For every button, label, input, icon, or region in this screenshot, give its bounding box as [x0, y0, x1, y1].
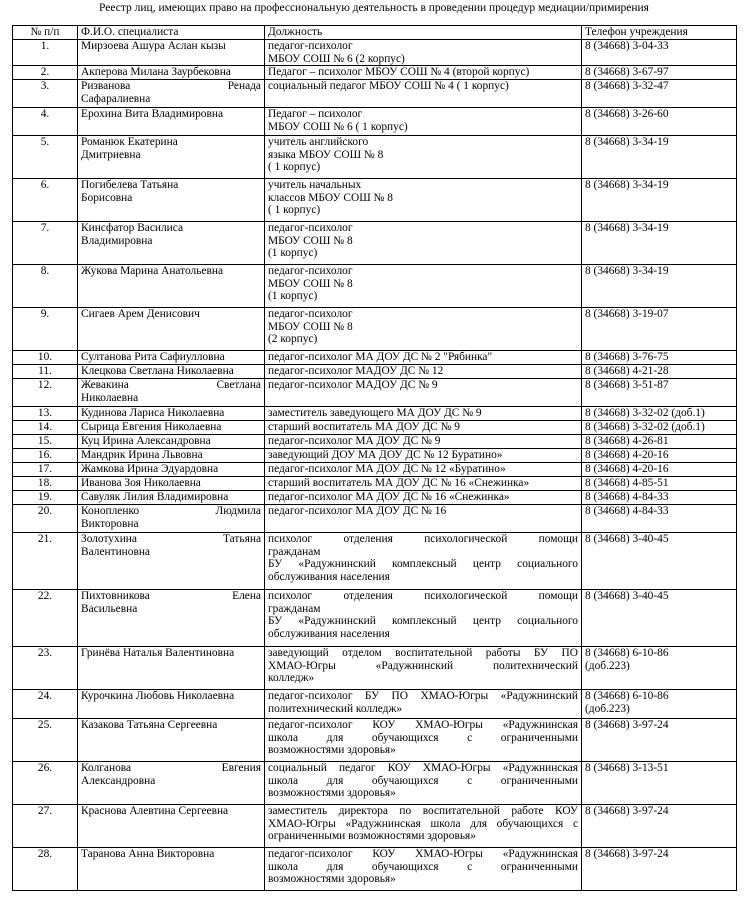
position-line: МБОУ СОШ № 6 ( 1 корпус): [268, 120, 408, 133]
row-number: 11.: [13, 365, 78, 379]
phone-line: 8 (34668) 6-10-86: [585, 647, 669, 660]
specialist-position: [265, 690, 582, 719]
name-line: Сырица Евгения Николаевна: [81, 421, 222, 434]
row-number: 2.: [13, 66, 78, 80]
position-line: педагог-психолог МАДОУ ДС № 12: [268, 365, 444, 378]
name-line: Сафаралиевна: [81, 92, 151, 105]
name-line: Жевакина Светлана: [81, 379, 261, 392]
phone-line: 8 (34668) 4-85-51: [585, 477, 669, 490]
specialist-position: [265, 66, 582, 80]
table-row: [13, 533, 737, 590]
name-line: Колганова Евгения: [81, 762, 261, 775]
phone-line: 8 (34668) 3-32-02 (доб.1): [585, 421, 705, 434]
table-row: [13, 308, 737, 351]
specialist-name: [78, 690, 265, 719]
name-line: Клецкова Светлана Николаевна: [81, 365, 234, 378]
phone-line: 8 (34668) 3-40-45: [585, 590, 669, 603]
specialist-position: [265, 449, 582, 463]
row-number: 23.: [13, 647, 78, 690]
specialist-position: [265, 719, 582, 762]
specialist-position: [265, 40, 582, 66]
row-number: 27.: [13, 805, 78, 848]
phone-line: 8 (34668) 6-10-86: [585, 690, 669, 703]
specialist-position: [265, 805, 582, 848]
row-number: 17.: [13, 463, 78, 477]
position-line: старший воспитатель МА ДОУ ДС № 16 «Снежинка»: [268, 477, 530, 490]
table-row: [13, 477, 737, 491]
position-line: заместитель заведующего МА ДОУ ДС № 9: [268, 407, 482, 420]
position-line: педагог-психолог МА ДОУ ДС № 12 «Буратино»: [268, 463, 506, 476]
row-number: 4.: [13, 108, 78, 136]
phone-line: 8 (34668) 3-26-60: [585, 108, 669, 121]
position-line: классов МБОУ СОШ № 8: [268, 191, 393, 204]
position-line: педагог-психолог МА ДОУ ДС № 16 «Снежинка»: [268, 491, 510, 504]
row-number: 6.: [13, 179, 78, 222]
specialist-name: [78, 136, 265, 179]
institution-phone: [582, 421, 737, 435]
phone-line: 8 (34668) 4-84-33: [585, 505, 669, 518]
institution-phone: [582, 719, 737, 762]
phone-line: 8 (34668) 4-84-33: [585, 491, 669, 504]
table-row: [13, 463, 737, 477]
name-line: Владимировна: [81, 234, 153, 247]
name-line: Ерохина Вита Владимировна: [81, 108, 224, 121]
row-number: 7.: [13, 222, 78, 265]
position-line: гражданам: [268, 602, 321, 615]
position-line: педагог-психолог МАДОУ ДС № 9: [268, 379, 438, 392]
specialist-name: [78, 477, 265, 491]
name-line: Золотухина Татьяна: [81, 533, 261, 546]
institution-phone: [582, 40, 737, 66]
header-position: Должность: [265, 26, 582, 40]
specialist-position: [265, 179, 582, 222]
position-line: школа для обучающихся с ограниченными: [268, 774, 578, 787]
row-number: 12.: [13, 379, 78, 407]
table-row: [13, 407, 737, 421]
table-row: [13, 80, 737, 108]
specialist-name: [78, 265, 265, 308]
table-row: [13, 108, 737, 136]
name-line: Александровна: [81, 774, 156, 787]
specialist-name: [78, 435, 265, 449]
position-line: школа для обучающихся с ограниченными: [268, 860, 578, 873]
specialist-name: [78, 308, 265, 351]
specialist-name: [78, 647, 265, 690]
institution-phone: [582, 108, 737, 136]
specialist-position: [265, 365, 582, 379]
phone-line: 8 (34668) 3-34-19: [585, 136, 669, 149]
position-line: МБОУ СОШ № 8: [268, 320, 353, 333]
row-number: 5.: [13, 136, 78, 179]
institution-phone: [582, 805, 737, 848]
table-row: [13, 647, 737, 690]
name-line: Савуляк Лилия Владимировна: [81, 491, 229, 504]
position-line: социальный педагог МБОУ СОШ № 4 ( 1 корпус): [268, 80, 509, 93]
position-line: педагог-психолог: [268, 308, 353, 321]
phone-line: 8 (34668) 3-34-19: [585, 265, 669, 278]
position-line: БУ «Радужнинский комплексный центр социального: [268, 615, 578, 628]
specialist-name: [78, 719, 265, 762]
position-line: БУ «Радужнинский комплексный центр социального: [268, 558, 578, 571]
position-line: психолог отделения психологической помощи: [268, 533, 578, 546]
institution-phone: [582, 762, 737, 805]
name-line: Султанова Рита Сафиулловна: [81, 351, 225, 364]
position-line: Педагог – психолог МБОУ СОШ № 4 (второй корпус): [268, 66, 530, 79]
position-line: языка МБОУ СОШ № 8: [268, 148, 384, 161]
specialist-name: [78, 379, 265, 407]
position-line: старший воспитатель МА ДОУ ДС № 9: [268, 421, 460, 434]
name-line: Ризванова Ренада: [81, 80, 261, 93]
name-line: Акперова Милана Заурбековна: [81, 66, 231, 79]
specialist-name: [78, 590, 265, 647]
name-line: Николаевна: [81, 391, 139, 404]
specialist-position: [265, 505, 582, 533]
position-line: ( 1 корпус): [268, 204, 321, 217]
position-line: (1 корпус): [268, 247, 318, 260]
table-row: [13, 590, 737, 647]
row-number: 13.: [13, 407, 78, 421]
specialist-position: [265, 491, 582, 505]
row-number: 9.: [13, 308, 78, 351]
row-number: 8.: [13, 265, 78, 308]
position-line: (2 корпус): [268, 333, 318, 346]
name-line: Романюк Екатерина: [81, 136, 178, 149]
row-number: 14.: [13, 421, 78, 435]
name-line: Пихтовникова Елена: [81, 590, 261, 603]
table-row: [13, 491, 737, 505]
position-line: педагог-психолог КОУ ХМАО-Югры «Радужнинская: [268, 719, 578, 732]
name-line: Жукова Марина Анатольевна: [81, 265, 224, 278]
row-number: 16.: [13, 449, 78, 463]
name-line: Сигаев Арем Денисович: [81, 308, 200, 321]
table-row: [13, 505, 737, 533]
specialist-name: [78, 449, 265, 463]
specialist-name: [78, 848, 265, 891]
table-row: [13, 690, 737, 719]
row-number: 15.: [13, 435, 78, 449]
name-line: Погибелева Татьяна: [81, 179, 179, 192]
phone-line: 8 (34668) 4-20-16: [585, 449, 669, 462]
specialist-position: [265, 136, 582, 179]
specialist-name: [78, 40, 265, 66]
row-number: 18.: [13, 477, 78, 491]
position-line: педагог-психолог: [268, 265, 353, 278]
row-number: 10.: [13, 351, 78, 365]
institution-phone: [582, 449, 737, 463]
specialist-name: [78, 407, 265, 421]
name-line: Валентиновна: [81, 545, 150, 558]
specialist-name: [78, 108, 265, 136]
phone-line: 8 (34668) 3-32-47: [585, 80, 669, 93]
document-title: Реестр лиц, имеющих право на профессиональную деятельность в проведении процедур медиации/примирения: [99, 2, 649, 14]
specialist-name: [78, 463, 265, 477]
specialist-name: [78, 762, 265, 805]
institution-phone: [582, 407, 737, 421]
row-number: 28.: [13, 848, 78, 891]
phone-line: 8 (34668) 3-04-33: [585, 40, 669, 52]
specialist-name: [78, 505, 265, 533]
name-line: Васильевна: [81, 602, 138, 615]
position-line: ХМАО-Югры «Радужнинский политехнический: [268, 659, 578, 672]
phone-line: 8 (34668) 3-13-51: [585, 762, 669, 775]
name-line: Конопленко Людмила: [81, 505, 261, 518]
row-number: 26.: [13, 762, 78, 805]
specialist-position: [265, 762, 582, 805]
name-line: Борисовна: [81, 191, 133, 204]
table-row: [13, 365, 737, 379]
specialist-position: [265, 265, 582, 308]
position-line: колледж»: [268, 672, 315, 685]
specialist-position: [265, 379, 582, 407]
specialist-position: [265, 80, 582, 108]
table-row: [13, 265, 737, 308]
institution-phone: [582, 848, 737, 891]
specialist-position: [265, 647, 582, 690]
institution-phone: [582, 365, 737, 379]
specialist-position: [265, 848, 582, 891]
position-line: обслуживания населения: [268, 570, 390, 583]
institution-phone: [582, 463, 737, 477]
position-line: педагог-психолог: [268, 222, 353, 235]
institution-phone: [582, 690, 737, 719]
institution-phone: [582, 222, 737, 265]
table-row: [13, 848, 737, 891]
table-row: [13, 351, 737, 365]
phone-line: 8 (34668) 3-32-02 (доб.1): [585, 407, 705, 420]
institution-phone: [582, 379, 737, 407]
phone-line: 8 (34668) 3-51-87: [585, 379, 669, 392]
institution-phone: [582, 435, 737, 449]
position-line: МБОУ СОШ № 8: [268, 277, 353, 290]
specialist-name: [78, 179, 265, 222]
table-header-row: [13, 26, 737, 40]
position-line: заместитель директора по воспитательной работе КОУ: [268, 805, 578, 818]
position-line: политехнический колледж»: [268, 702, 403, 715]
phone-line: 8 (34668) 3-34-19: [585, 222, 669, 235]
table-row: [13, 40, 737, 66]
table-row: [13, 762, 737, 805]
row-number: 21.: [13, 533, 78, 590]
specialist-name: [78, 222, 265, 265]
name-line: Казакова Татьяна Сергеевна: [81, 719, 218, 732]
institution-phone: [582, 477, 737, 491]
position-line: педагог-психолог МА ДОУ ДС № 9: [268, 435, 441, 448]
phone-line: 8 (34668) 3-97-24: [585, 848, 669, 861]
name-line: Куц Ирина Александровна: [81, 435, 211, 448]
specialist-name: [78, 533, 265, 590]
phone-line: 8 (34668) 3-40-45: [585, 533, 669, 546]
row-number: 20.: [13, 505, 78, 533]
phone-line: 8 (34668) 4-20-16: [585, 463, 669, 476]
table-row: [13, 421, 737, 435]
institution-phone: [582, 505, 737, 533]
registry-table: [12, 25, 737, 891]
position-line: ограниченными возможностями здоровья»: [268, 830, 476, 843]
phone-line: 8 (34668) 3-67-97: [585, 66, 669, 79]
institution-phone: [582, 80, 737, 108]
table-row: [13, 435, 737, 449]
institution-phone: [582, 136, 737, 179]
table-row: [13, 719, 737, 762]
name-line: Гринёва Наталья Валентиновна: [81, 647, 235, 660]
phone-line: 8 (34668) 3-19-07: [585, 308, 669, 321]
row-number: 24.: [13, 690, 78, 719]
position-line: педагог-психолог БУ ПО ХМАО-Югры «Радужнинский: [268, 690, 578, 703]
name-line: Кинсфатор Василиса: [81, 222, 184, 235]
position-line: психолог отделения психологической помощи: [268, 590, 578, 603]
position-line: учитель английского: [268, 136, 369, 149]
name-line: Курочкина Любовь Николаевна: [81, 690, 235, 703]
institution-phone: [582, 265, 737, 308]
specialist-position: [265, 222, 582, 265]
specialist-name: [78, 805, 265, 848]
header-number: № п/п: [13, 26, 78, 40]
row-number: 19.: [13, 491, 78, 505]
position-line: возможностями здоровья»: [268, 744, 396, 757]
phone-line: 8 (34668) 3-34-19: [585, 179, 669, 192]
row-number: 3.: [13, 80, 78, 108]
position-line: педагог-психолог: [268, 40, 353, 52]
specialist-position: [265, 533, 582, 590]
position-line: (1 корпус): [268, 290, 318, 303]
specialist-position: [265, 463, 582, 477]
specialist-name: [78, 421, 265, 435]
position-line: ( 1 корпус): [268, 161, 321, 174]
specialist-position: [265, 477, 582, 491]
phone-line: 8 (34668) 3-76-75: [585, 351, 669, 364]
specialist-position: [265, 108, 582, 136]
table-row: [13, 136, 737, 179]
institution-phone: [582, 308, 737, 351]
institution-phone: [582, 491, 737, 505]
specialist-position: [265, 351, 582, 365]
row-number: 25.: [13, 719, 78, 762]
position-line: МБОУ СОШ № 8: [268, 234, 353, 247]
row-number: 1.: [13, 40, 78, 66]
position-line: возможностями здоровья»: [268, 787, 396, 800]
institution-phone: [582, 590, 737, 647]
specialist-name: [78, 491, 265, 505]
position-line: гражданам: [268, 545, 321, 558]
position-line: педагог-психолог МА ДОУ ДС № 2 "Рябинка": [268, 351, 493, 364]
table-row: [13, 805, 737, 848]
name-line: Викторовна: [81, 517, 139, 530]
position-line: педагог-психолог МА ДОУ ДС № 16: [268, 505, 447, 518]
position-line: МБОУ СОШ № 6 (2 корпус): [268, 52, 405, 65]
name-line: Таранова Анна Викторовна: [81, 848, 215, 861]
table-row: [13, 66, 737, 80]
phone-line: (доб.223): [585, 702, 630, 715]
institution-phone: [582, 647, 737, 690]
header-name: Ф.И.О. специалиста: [78, 26, 265, 40]
specialist-name: [78, 351, 265, 365]
header-phone: Телефон учреждения: [582, 26, 737, 40]
specialist-position: [265, 308, 582, 351]
table-row: [13, 379, 737, 407]
position-line: Педагог – психолог: [268, 108, 363, 121]
institution-phone: [582, 351, 737, 365]
position-line: заведующий ДОУ МА ДОУ ДС № 12 Буратино»: [268, 449, 503, 462]
specialist-position: [265, 421, 582, 435]
phone-line: 8 (34668) 4-21-28: [585, 365, 669, 378]
institution-phone: [582, 66, 737, 80]
name-line: Иванова Зоя Николаевна: [81, 477, 201, 490]
position-line: учитель начальных: [268, 179, 362, 192]
phone-line: 8 (34668) 3-97-24: [585, 805, 669, 818]
name-line: Мандрик Ирина Львовна: [81, 449, 203, 462]
institution-phone: [582, 179, 737, 222]
specialist-position: [265, 435, 582, 449]
position-line: социальный педагог КОУ ХМАО-Югры «Радужнинская: [268, 762, 578, 775]
table-body: [13, 40, 737, 891]
phone-line: 8 (34668) 4-26-81: [585, 435, 669, 448]
position-line: школа для обучающихся с ограниченными: [268, 731, 578, 744]
specialist-name: [78, 66, 265, 80]
name-line: Мирзоева Ашура Аслан кызы: [81, 40, 226, 52]
name-line: Дмитриевна: [81, 148, 141, 161]
position-line: заведующий отделом воспитательной работы БУ ПО: [268, 647, 578, 660]
position-line: ХМАО-Югры «Радужнинская школа для обучающихся с: [268, 817, 578, 830]
specialist-name: [78, 365, 265, 379]
table-row: [13, 179, 737, 222]
table-row: [13, 222, 737, 265]
table-row: [13, 449, 737, 463]
specialist-position: [265, 407, 582, 421]
phone-line: 8 (34668) 3-97-24: [585, 719, 669, 732]
position-line: обслуживания населения: [268, 627, 390, 640]
row-number: 22.: [13, 590, 78, 647]
specialist-name: [78, 80, 265, 108]
name-line: Кудинова Лариса Николаевна: [81, 407, 225, 420]
name-line: Краснова Алевтина Сергеевна: [81, 805, 229, 818]
specialist-position: [265, 590, 582, 647]
position-line: возможностями здоровья»: [268, 873, 396, 886]
institution-phone: [582, 533, 737, 590]
name-line: Жамкова Ирина Эдуардовна: [81, 463, 219, 476]
phone-line: (доб.223): [585, 659, 630, 672]
position-line: педагог-психолог КОУ ХМАО-Югры «Радужнинская: [268, 848, 578, 861]
